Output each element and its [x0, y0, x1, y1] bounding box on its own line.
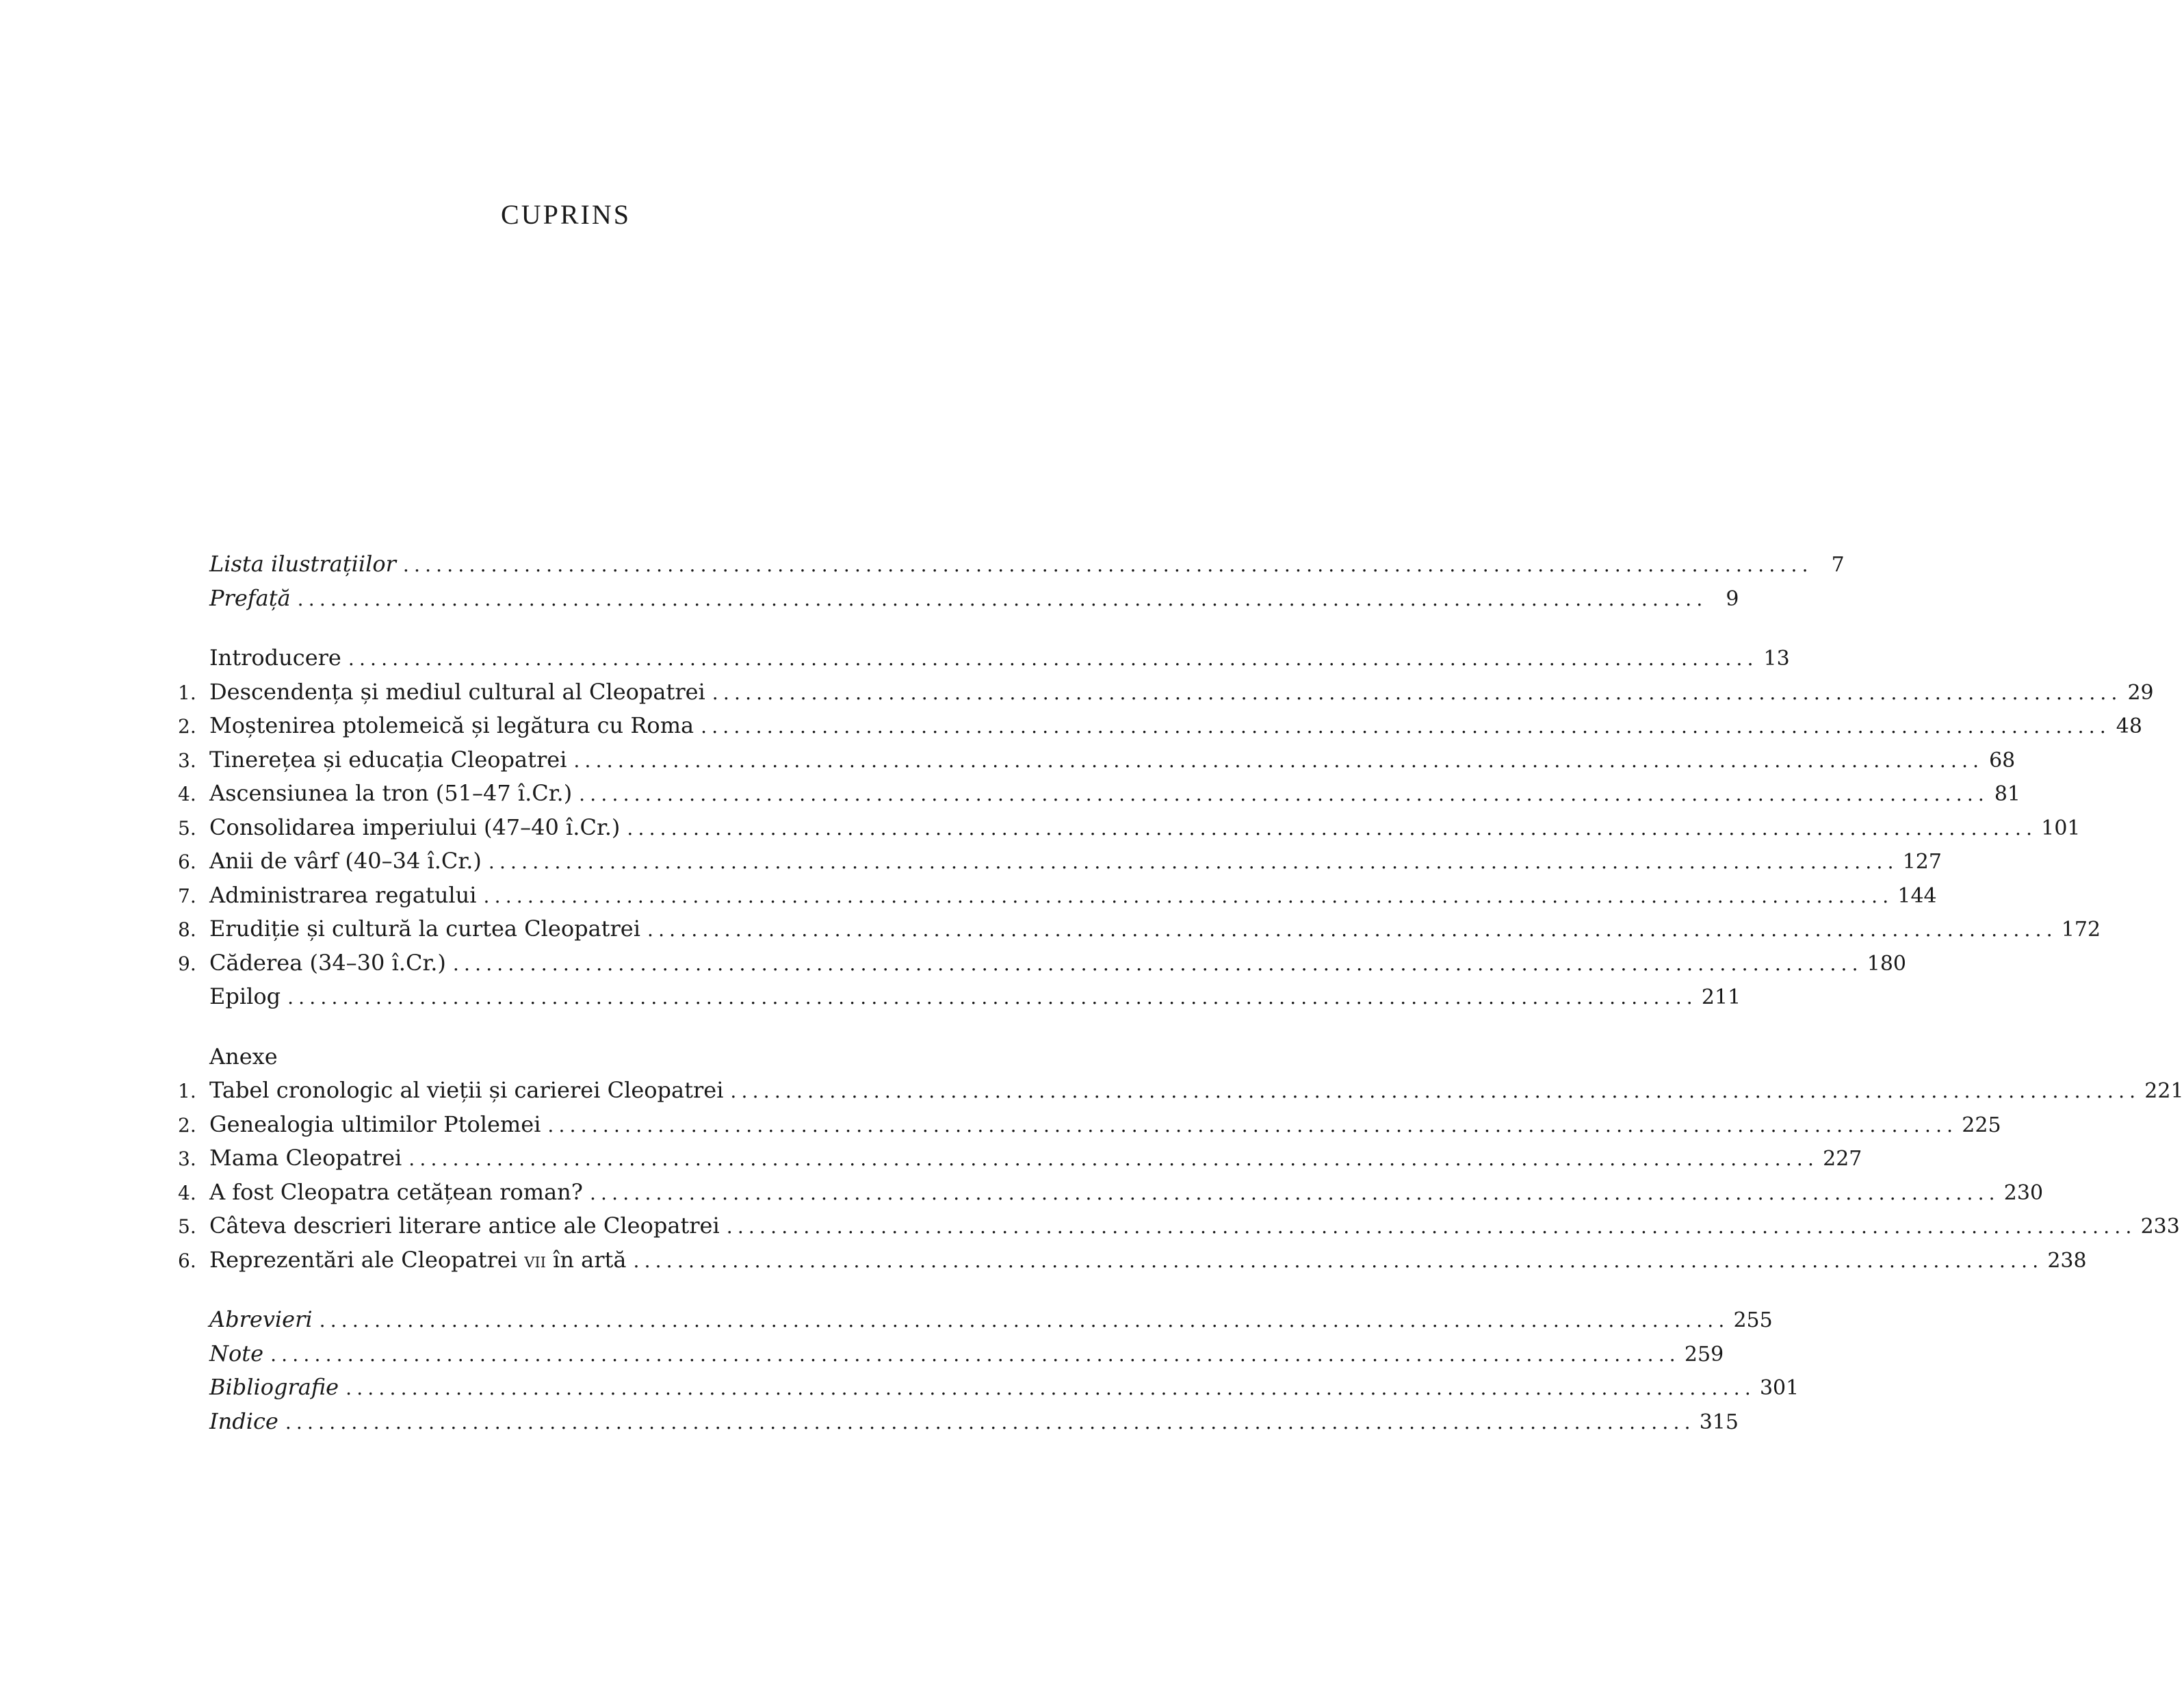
dot-leader: ................................................................................................................................ — [701, 715, 2111, 738]
toc-entry-page: 233 — [2140, 1215, 2180, 1239]
toc-entry-label: Note — [209, 1340, 264, 1366]
toc-entry-page: 180 — [1867, 951, 1907, 976]
toc-entry-page: 230 — [2003, 1180, 2044, 1205]
toc-entry-chapter-9[interactable] — [178, 946, 1907, 981]
toc-entry-number: 3. — [178, 1148, 196, 1170]
toc-entry-label: Lista ilustrațiilor — [209, 551, 396, 577]
dot-leader: ................................................................................................................................ — [627, 816, 2038, 840]
toc-entry-number: 4. — [178, 783, 196, 805]
toc-entry-annex-1[interactable] — [178, 1074, 2184, 1108]
toc-entry-chapter-4[interactable] — [178, 777, 2021, 811]
toc-entry-annex-2[interactable] — [178, 1108, 2001, 1142]
toc-entry-chapter-7[interactable] — [178, 879, 1937, 913]
toc-entry-preface[interactable] — [178, 582, 1739, 616]
dot-leader: ................................................................................................................................ — [319, 1309, 1730, 1332]
toc-entry-number: 5. — [178, 816, 196, 840]
toc-entry-number: 1. — [178, 681, 196, 704]
back-matter-section — [178, 1303, 1799, 1438]
toc-entry-label: Câteva descrieri literare antice ale Cleopatrei — [209, 1213, 720, 1239]
dot-leader: ................................................................................................................................ — [452, 952, 1863, 975]
toc-entry-chapter-6[interactable] — [178, 844, 1942, 879]
toc-entry-label: Introducere — [209, 645, 341, 671]
annexes-heading: Anexe — [209, 1043, 278, 1070]
toc-entry-annex-3[interactable] — [178, 1141, 1862, 1176]
toc-entry-page: 13 — [1763, 647, 1790, 671]
toc-entry-number: 6. — [178, 1249, 196, 1272]
toc-entry-label: Bibliografie — [209, 1374, 339, 1400]
toc-entry-chapter-5[interactable] — [178, 811, 2081, 845]
dot-leader: ................................................................................................................................ — [488, 851, 1899, 873]
toc-entry-number: 9. — [178, 952, 196, 975]
toc-entry-page: 221 — [2144, 1079, 2184, 1103]
toc-entry-page: 301 — [1759, 1376, 1799, 1400]
page-title: CUPRINS — [501, 199, 631, 230]
dot-leader: ................................................................................................................................ — [270, 1343, 1680, 1366]
toc-entry-label: Epilog — [209, 983, 281, 1009]
toc-entry-label: Tinerețea și educația Cleopatrei — [209, 746, 567, 773]
toc-entry-label — [209, 1243, 626, 1278]
toc-entry-page: 29 — [2127, 680, 2154, 705]
toc-entry-chapter-3[interactable] — [178, 743, 2016, 777]
dot-leader: ................................................................................................................................ — [573, 749, 1984, 772]
toc-entry-label: Căderea (34–30 î.Cr.) — [209, 949, 446, 976]
table-of-contents — [178, 547, 2184, 1438]
dot-leader: ................................................................................................................................ — [483, 884, 1894, 907]
toc-entry-label: Mama Cleopatrei — [209, 1145, 402, 1171]
dot-leader: ................................................................................................................................ — [348, 647, 1758, 670]
toc-entry-label: A fost Cleopatra cetățean roman? — [209, 1178, 583, 1205]
toc-entry-annex-6[interactable] — [178, 1243, 2087, 1278]
toc-entry-bibliography[interactable] — [178, 1371, 1799, 1405]
dot-leader: ................................................................................................................................ — [402, 554, 1813, 576]
toc-entry-page: 211 — [1701, 985, 1741, 1009]
dot-leader: ................................................................................................................................ — [730, 1080, 2141, 1102]
toc-entry-number: 5. — [178, 1215, 196, 1238]
toc-entry-page: 172 — [2061, 918, 2101, 942]
dot-leader: ................................................................................................................................ — [579, 783, 1990, 805]
toc-entry-chapter-2[interactable] — [178, 709, 2142, 743]
toc-entry-page: 259 — [1684, 1342, 1724, 1366]
roman-numeral: vii — [524, 1248, 546, 1272]
toc-entry-page: 255 — [1733, 1308, 1773, 1332]
dot-leader: ................................................................................................................................ — [547, 1113, 1958, 1137]
toc-entry-number: 8. — [178, 918, 196, 941]
toc-entry-annex-4[interactable] — [178, 1176, 2044, 1210]
toc-entry-page: 238 — [2047, 1248, 2087, 1273]
toc-entry-list-of-illustrations[interactable] — [178, 547, 1845, 582]
toc-entry-label: Administrarea regatului — [209, 881, 477, 908]
toc-entry-page: 225 — [1962, 1113, 2001, 1137]
toc-entry-label: Ascensiunea la tron (51–47 î.Cr.) — [209, 780, 573, 806]
toc-entry-number: 4. — [178, 1181, 196, 1204]
toc-entry-label-part: Reprezentări ale Cleopatrei — [209, 1246, 525, 1273]
toc-entry-number: 7. — [178, 884, 196, 907]
toc-entry-number: 1. — [178, 1080, 196, 1102]
dot-leader: ................................................................................................................................ — [408, 1148, 1819, 1170]
toc-entry-notes[interactable] — [178, 1337, 1724, 1371]
toc-entry-page: 144 — [1897, 883, 1937, 908]
dot-leader: ................................................................................................................................ — [346, 1377, 1756, 1399]
annexes-section — [178, 1040, 2184, 1278]
toc-entry-label: Genealogia ultimilor Ptolemei — [209, 1111, 541, 1137]
dot-leader: ................................................................................................................................ — [726, 1215, 2137, 1238]
toc-entry-annex-5[interactable] — [178, 1209, 2180, 1243]
toc-entry-page: 101 — [2041, 816, 2081, 840]
toc-entry-label: Indice — [209, 1408, 278, 1434]
dot-leader: ................................................................................................................................ — [633, 1249, 2044, 1272]
dot-leader: ................................................................................................................................ — [297, 587, 1708, 610]
toc-entry-page: 7 — [1831, 553, 1845, 577]
toc-entry-page: 48 — [2116, 714, 2142, 738]
toc-entry-abbreviations[interactable] — [178, 1303, 1773, 1337]
dot-leader: ................................................................................................................................ — [285, 1410, 1695, 1434]
toc-entry-chapter-1[interactable] — [178, 675, 2154, 710]
toc-entry-label-part: în artă — [545, 1246, 627, 1273]
toc-entry-page: 68 — [1989, 748, 2016, 773]
toc-entry-label: Moștenirea ptolemeică și legătura cu Roma — [209, 712, 694, 738]
toc-entry-chapter-8[interactable] — [178, 912, 2101, 946]
toc-entry-number: 6. — [178, 851, 196, 873]
front-matter-section — [178, 547, 1845, 615]
dot-leader: ................................................................................................................................ — [712, 681, 2122, 704]
toc-entry-label: Anii de vârf (40–34 î.Cr.) — [209, 848, 482, 874]
toc-entry-label: Tabel cronologic al vieții și carierei Cleopatrei — [209, 1077, 724, 1103]
toc-entry-number: 3. — [178, 749, 196, 772]
toc-entry-index[interactable] — [178, 1405, 1739, 1439]
toc-entry-page: 9 — [1726, 586, 1739, 611]
toc-entry-label: Prefață — [209, 584, 291, 611]
toc-entry-page: 81 — [1994, 782, 2021, 806]
toc-entry-label: Abrevieri — [209, 1306, 313, 1332]
toc-entry-page: 315 — [1699, 1410, 1739, 1434]
toc-entry-number: 2. — [178, 1113, 196, 1137]
toc-entry-introduction[interactable] — [178, 641, 1790, 675]
dot-leader: ................................................................................................................................ — [287, 986, 1698, 1009]
toc-entry-number: 2. — [178, 715, 196, 738]
toc-entry-page: 127 — [1902, 850, 1942, 874]
toc-entry-label: Consolidarea imperiului (47–40 î.Cr.) — [209, 814, 621, 840]
toc-entry-epilogue[interactable] — [178, 980, 1741, 1014]
toc-entry-page: 227 — [1823, 1147, 1862, 1171]
dot-leader: ................................................................................................................................ — [647, 918, 2057, 941]
dot-leader: ................................................................................................................................ — [589, 1181, 2000, 1204]
toc-entry-label: Descendența și mediul cultural al Cleopatrei — [209, 678, 705, 705]
toc-entry-label: Erudiție și cultură la curtea Cleopatrei — [209, 916, 640, 942]
chapters-section — [178, 641, 2154, 1014]
